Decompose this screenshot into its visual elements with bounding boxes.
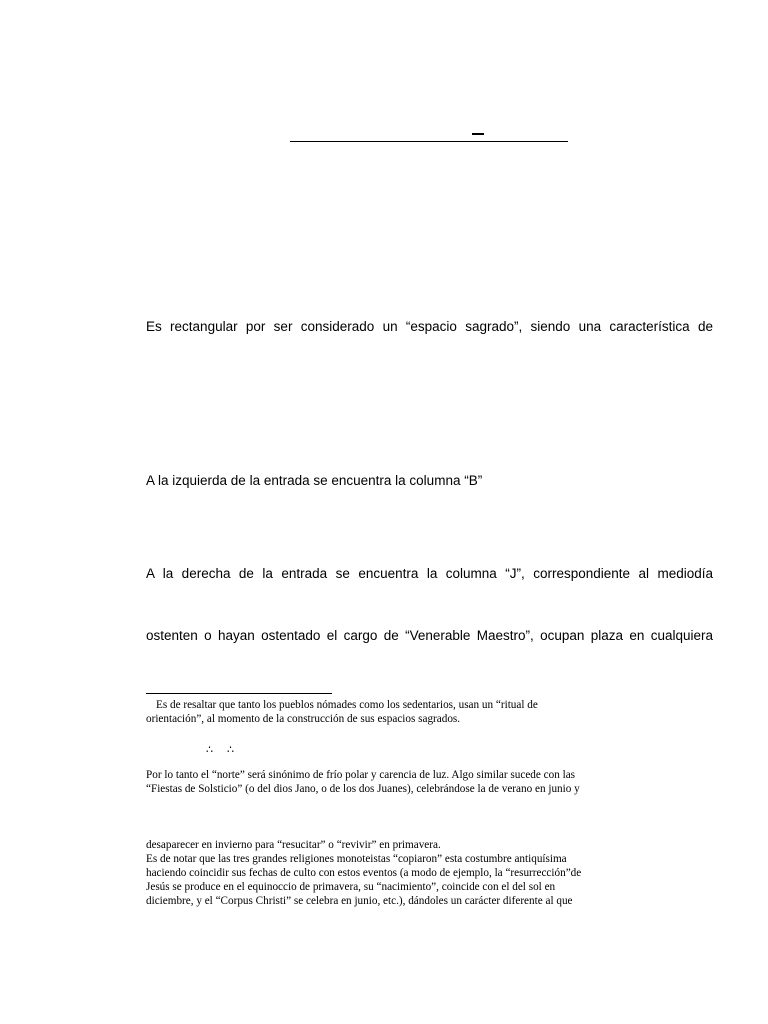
footnote-separator (146, 693, 332, 694)
title-dash (472, 133, 484, 135)
footnote-2-line-2: “Fiestas de Solsticio” (o del dios Jano, o de los dos Juanes), celebrándose la de verano en junio y (146, 783, 580, 795)
body-paragraph-2: A la izquierda de la entrada se encuentra la columna “B” (146, 473, 483, 488)
footnote-3-line-1: desaparecer en invierno para “resucitar” o “revivir” en primavera. (146, 839, 441, 851)
body-paragraph-3: A la derecha de la entrada se encuentra la columna “J”, correspondiente al mediodía (146, 566, 713, 581)
footnote-3-line-4: Jesús se produce en el equinoccio de primavera, su “nacimiento”, coincide con el del sol en (146, 881, 556, 893)
triple-dot-symbol: ∴ (206, 744, 213, 756)
triple-dot-symbol: ∴ (227, 744, 234, 756)
title-underline (290, 141, 568, 142)
body-paragraph-4: ostenten o hayan ostentado el cargo de “Venerable Maestro”, ocupan plaza en cualquiera (146, 628, 713, 643)
footnote-3-line-3: haciendo coincidir sus fechas de culto con estos eventos (a modo de ejemplo, la “resurrección”de (146, 867, 582, 879)
footnote-3-line-2: Es de notar que las tres grandes religiones monoteistas “copiaron” esta costumbre antiquísima (146, 853, 567, 865)
body-paragraph-1: Es rectangular por ser considerado un “espacio sagrado”, siendo una característica de (146, 319, 713, 334)
triple-dot-symbols (206, 743, 248, 756)
footnote-1-line-1: Es de resaltar que tanto los pueblos nómades como los sedentarios, usan un “ritual de (156, 699, 538, 711)
footnote-2-line-1: Por lo tanto el “norte” será sinónimo de frío polar y carencia de luz. Algo similar sucede con las (146, 769, 576, 781)
footnote-3-line-5: diciembre, y el “Corpus Christi” se celebra en junio, etc.), dándoles un carácter diferente al que (146, 895, 573, 907)
footnote-1-line-2: orientación”, al momento de la construcción de sus espacios sagrados. (146, 713, 461, 725)
